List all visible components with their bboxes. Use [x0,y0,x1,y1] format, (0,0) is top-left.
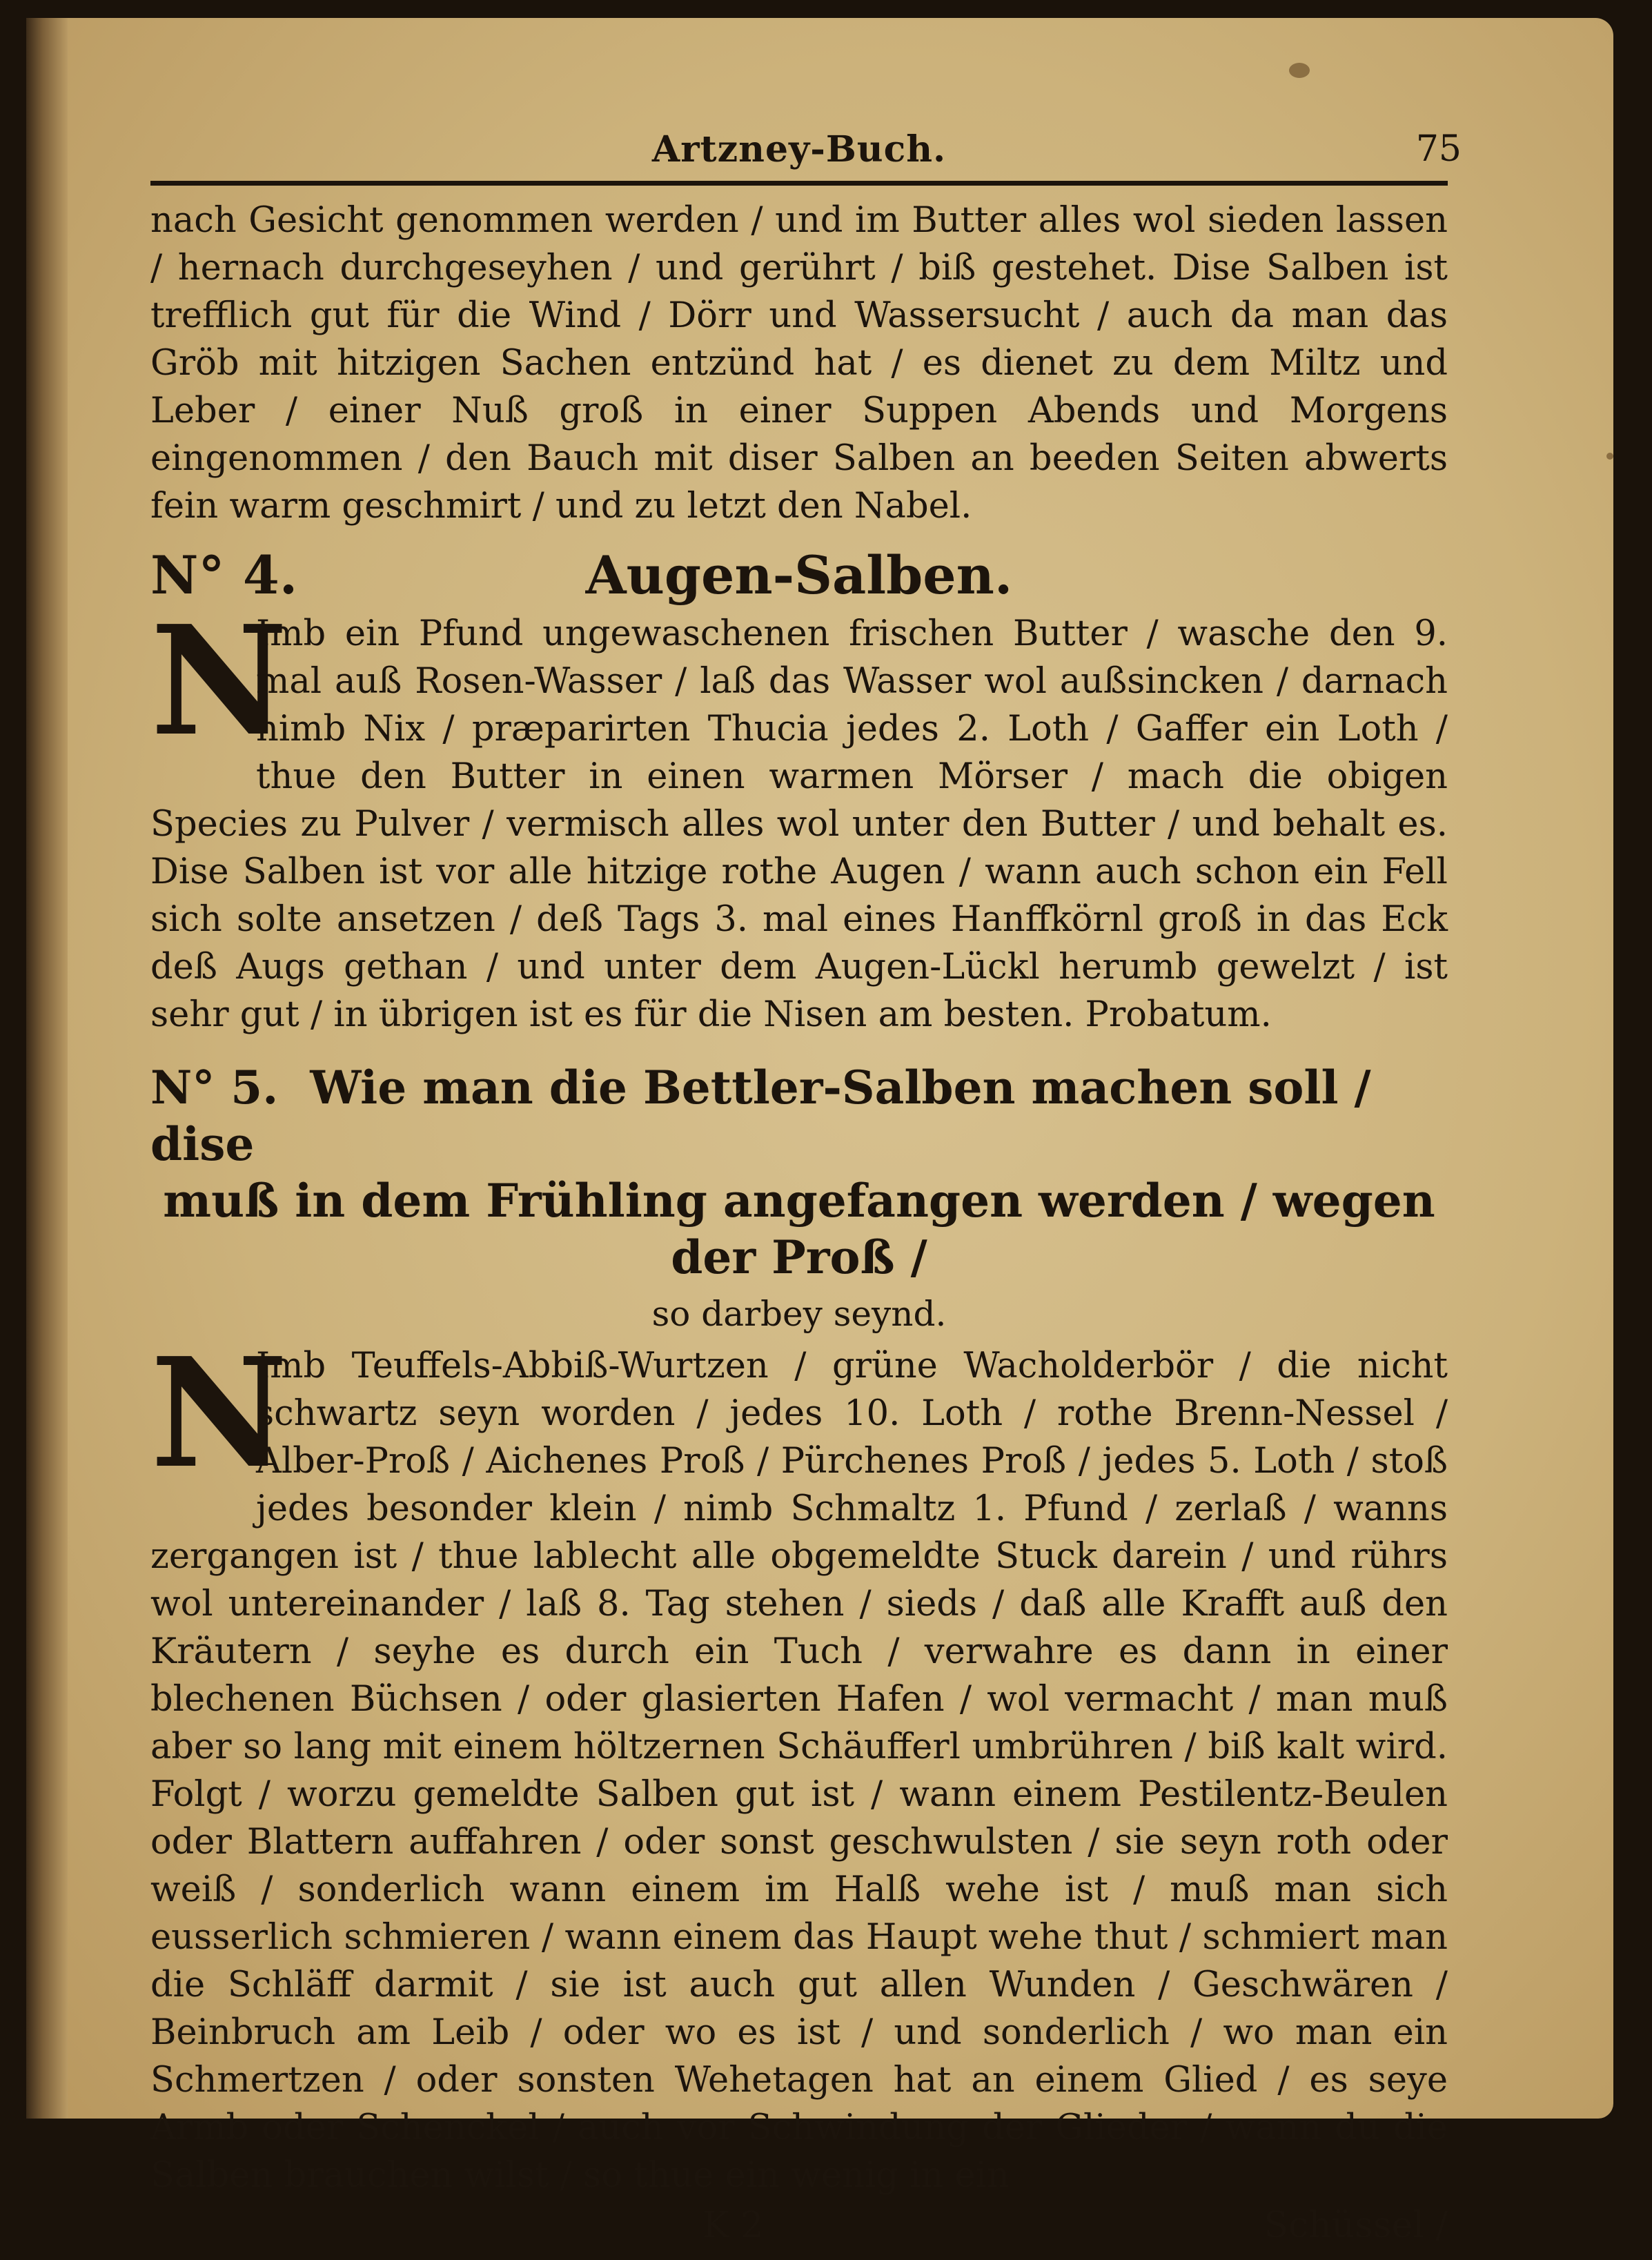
section-5-title-line-3: so darbey seynd. [651,1294,947,1334]
intro-paragraph: nach Gesicht genommen werden / und im Butter alles wol sieden lassen / hernach durchgeseyhen / und gerührt / biß gestehet. Dise Salben ist trefflich gut für die Wind / Dörr und Wassersucht / auch da man das Gröb mit hitzigen Sachen entzünd hat / es dienet zu dem Miltz und Leber / einer Nuß groß in einer Suppen Abends und Morgens eingenommen / den Bauch mit diser Salben an beeden Seiten abwerts fein warm geschmirt / und zu letzt den Nabel. [150,200,1448,527]
page-number: 75 [1415,128,1462,170]
section-5-title: Wie man die Bettler-Salben machen soll / dise [150,1061,1371,1171]
catchword: Schüssel / [1263,2205,1448,2246]
section-4-heading [150,545,1448,606]
running-head [150,121,1462,177]
section-4-title: Augen-Salben. [585,544,1013,606]
drop-cap: N [150,1325,288,1502]
ink-blot [1289,63,1310,78]
header-rule [150,181,1448,186]
signature-mark: K 2 [702,2205,764,2246]
section-4-number: N° 4. [150,544,298,606]
section-5-title-line-1 [150,1059,1448,1172]
book-gutter [26,18,68,2119]
page-footer [150,2205,1448,2260]
section-4-text: Imb ein Pfund ungewaschenen frischen Butter / wasche den 9. mal auß Rosen-Wasser / laß das Wasser wol außsincken / darnach nimb Nix / præparirten Thucia jedes 2. Loth / Gaffer ein Loth / thue den Butter in einen warmen Mörser / mach die obigen Species zu Pulver / vermisch alles wol unter den Butter / und behalt es. Dise Salben ist vor alle hitzige rothe Augen / wann auch schon ein Fell sich solte ansetzen / deß Tags 3. mal eines Hanffkörnl groß in das Eck deß Augs gethan / und unter dem Augen-Lückl herumb gewelzt / ist sehr gut / in übrigen ist es für die Nisen am besten. Probatum. [150,613,1448,1035]
section-5-text: Imb Teuffels-Abbiß-Wurtzen / grüne Wacholderbör / die nicht schwartz seyn worden / jedes 10. Loth / rothe Brenn-Nessel / Alber-Proß / Aichenes Proß / Pürchenes Proß / jedes 5. Loth / stoß jedes besonder klein / nimb Schmaltz 1. Pfund / zerlaß / wanns zergangen ist / thue lablecht alle obgemeldte Stuck darein / und rührs wol untereinander / laß 8. Tag stehen / sieds / daß alle Krafft auß den Kräutern / seyhe es durch ein Tuch / verwahre es dann in einer blechenen Büchsen / oder glasierten Hafen / wol vermacht / man muß aber so lang mit einem höltzernen Schäufferl umbrühren / biß kalt wird. Folgt / worzu gemeldte Salben gut ist / wann einem Pestilentz-Beulen oder Blattern auffahren / oder sonst geschwulsten / sie seyn roth oder weiß / sonderlich wann einem im Halß wehe ist / muß man sich eusserlich schmieren / wann einem das Haupt wehe thut / schmiert man die Schläff darmit / sie ist auch gut allen Wunden / Geschwären / Beinbruch am Leib / oder wo es ist / und sonderlich / wo man ein Schmertzen / oder sonsten Wehetagen hat an einem Glied / es seye Armb oder Schenckel / auch vor Schwindung der Glieder / wann du die Salben brauchen wilst / so thue ein wenig in ein [150,1346,1448,2196]
section-5-recipe [150,1325,1448,2199]
drop-cap: N [150,593,288,769]
book-page [26,18,1613,2246]
page-content [150,121,1462,2260]
ink-spot [1606,453,1613,460]
running-title: Artzney-Buch. [651,128,947,170]
section-5-heading [150,1059,1448,1342]
section-4-recipe [150,593,1448,1039]
section-5-number: N° 5. [150,1061,279,1114]
section-5-title-line-2: muß in dem Frühling angefangen werden / wegen der Proß / [163,1174,1435,1284]
